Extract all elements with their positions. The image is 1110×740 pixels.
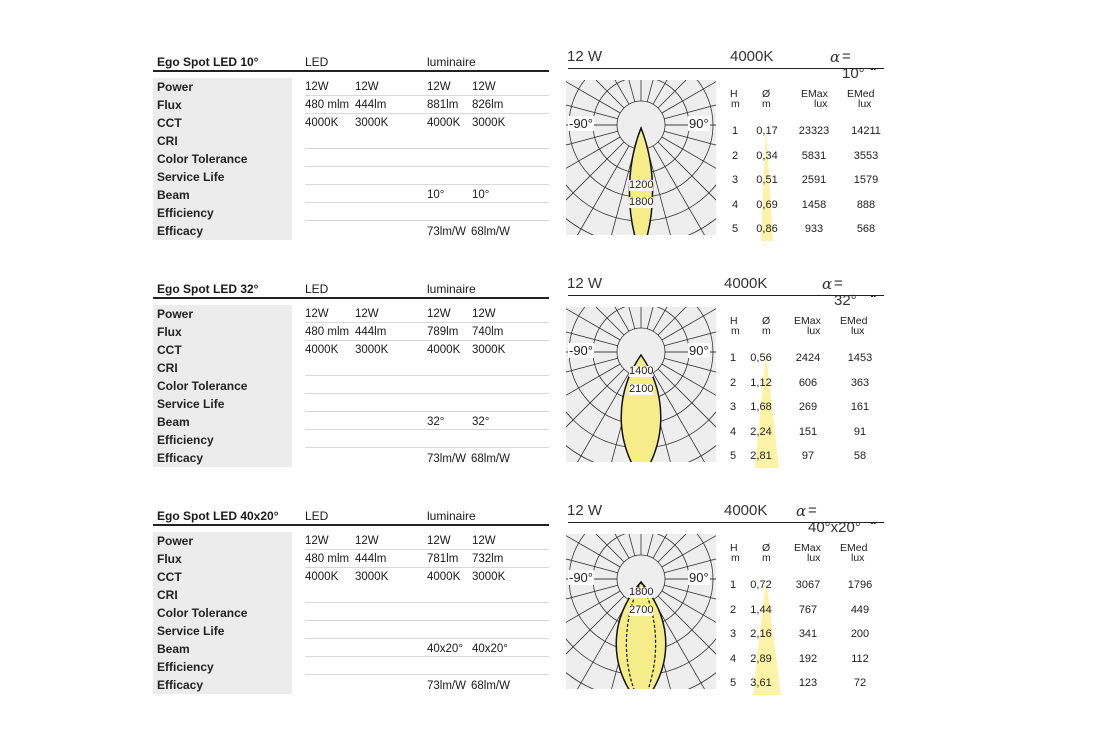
flux-value: 740lm	[472, 326, 504, 338]
row-separator	[305, 166, 549, 167]
row-separator	[305, 656, 549, 657]
candela-value: 1800	[629, 196, 654, 208]
efficacy-value: 68lm/W	[471, 453, 510, 465]
flux-value: 789lm	[427, 326, 459, 338]
row-emax: 3067	[795, 579, 821, 591]
spec-label: CRI	[153, 132, 292, 150]
row-separator	[305, 602, 549, 603]
row-emax: 123	[798, 677, 818, 690]
photometric-rule	[568, 295, 884, 296]
column-emed: EMed	[840, 542, 868, 554]
row-diameter: 0,86	[756, 223, 778, 236]
row-separator	[305, 220, 549, 221]
column-emax: EMax	[801, 88, 828, 100]
spec-label: Efficiency	[153, 431, 292, 449]
spec-label: Efficacy	[153, 449, 292, 467]
candela-value: 1400	[629, 365, 654, 377]
row-emed: 1579	[853, 174, 879, 187]
column-emax-unit: lux	[807, 552, 821, 564]
beam-angle-heading: = 10°	[842, 48, 865, 82]
column-emed-unit: lux	[851, 325, 865, 337]
column-diameter-unit: m	[762, 325, 771, 337]
illuminance-table	[724, 83, 894, 243]
row-emed: 3553	[853, 149, 879, 162]
beam-value: 40x20°	[472, 643, 508, 655]
power-value: 12W	[355, 535, 379, 547]
luminaire-column-header: luminaire	[427, 509, 476, 523]
photometric-rule	[568, 522, 884, 523]
power-value: 12W	[472, 308, 496, 320]
flux-value: 781lm	[427, 553, 459, 565]
row-diameter: 0,17	[756, 125, 778, 137]
row-separator	[305, 340, 549, 341]
row-height: 4	[729, 425, 737, 438]
row-height: 5	[731, 223, 739, 236]
cct-value: 4000K	[305, 117, 339, 129]
spec-label: CRI	[153, 586, 292, 604]
polar-plot	[566, 80, 716, 235]
beam-angle-heading: = 40°x20°	[808, 502, 861, 536]
photometric-header	[412, 502, 861, 536]
row-diameter: 3,61	[750, 677, 772, 690]
luminaire-column-header: luminaire	[427, 282, 476, 296]
row-diameter: 0,34	[756, 149, 778, 162]
rule-end-marker	[871, 295, 876, 299]
polar-left-label: -90°	[569, 343, 593, 358]
illuminance-table	[724, 310, 894, 470]
row-separator	[305, 95, 549, 96]
polar-diagram	[566, 307, 716, 462]
row-emed: 449	[850, 603, 870, 616]
row-emed: 14211	[851, 125, 881, 137]
row-emax: 341	[798, 628, 818, 641]
beam-value: 32°	[427, 416, 445, 428]
polar-diagram	[566, 534, 716, 689]
candela-value: 2700	[629, 604, 654, 616]
row-separator	[305, 322, 549, 323]
efficacy-value: 73lm/W	[427, 680, 466, 692]
cct-value: 4000K	[427, 571, 461, 583]
row-emed: 161	[850, 401, 870, 414]
power-value: 12W	[472, 81, 496, 93]
row-separator	[305, 549, 549, 550]
row-height: 2	[731, 149, 739, 162]
column-diameter-unit: m	[762, 552, 771, 564]
spec-label: Color Tolerance	[153, 150, 292, 168]
row-separator	[305, 202, 549, 203]
row-emed: 363	[850, 376, 870, 389]
flux-value: 444lm	[355, 99, 387, 111]
column-h: H	[730, 88, 738, 100]
luminaire-column-header: luminaire	[427, 55, 476, 69]
row-height: 1	[731, 125, 739, 137]
row-diameter: 0,56	[750, 352, 772, 364]
row-separator	[305, 567, 549, 568]
product-section	[0, 275, 1110, 502]
product-section	[0, 502, 1110, 729]
power-value: 12W	[427, 308, 451, 320]
power-heading: 12 W	[567, 48, 603, 65]
spec-label: Efficiency	[153, 658, 292, 676]
beam-angle-symbol: α	[796, 502, 807, 520]
spec-label: Power	[153, 305, 292, 323]
row-emed: 200	[850, 628, 870, 641]
row-diameter: 2,24	[750, 425, 772, 438]
row-separator	[305, 375, 549, 376]
cct-value: 3000K	[355, 117, 389, 129]
spec-label: Color Tolerance	[153, 377, 292, 395]
spec-label: Efficacy	[153, 222, 292, 240]
efficacy-value: 73lm/W	[427, 453, 466, 465]
beam-angle-symbol: α	[830, 48, 841, 66]
flux-value: 826lm	[472, 99, 504, 111]
cct-heading: 4000K	[724, 275, 768, 292]
row-separator	[305, 148, 549, 149]
beam-angle-symbol: α	[822, 275, 833, 293]
flux-value: 480 mlm	[305, 99, 350, 111]
spec-label: Power	[153, 78, 292, 96]
candela-value: 1200	[629, 179, 654, 191]
flux-value: 881lm	[427, 99, 459, 111]
spec-label: Flux	[153, 96, 292, 114]
row-emax: 192	[798, 652, 818, 665]
column-h-unit: m	[731, 552, 740, 564]
spec-label: Beam	[153, 640, 292, 658]
led-column-header: LED	[305, 282, 329, 296]
row-diameter: 1,68	[750, 401, 772, 414]
row-diameter: 2,81	[750, 450, 772, 463]
row-diameter: 0,72	[750, 579, 772, 591]
row-emed: 1453	[847, 352, 873, 364]
cct-value: 3000K	[355, 344, 389, 356]
row-diameter: 2,16	[750, 628, 772, 641]
flux-value: 732lm	[472, 553, 504, 565]
beam-value: 10°	[427, 189, 445, 201]
power-value: 12W	[472, 535, 496, 547]
column-h: H	[730, 542, 738, 554]
column-emed: EMed	[847, 88, 875, 100]
power-value: 12W	[427, 81, 451, 93]
row-emax: 2591	[801, 174, 827, 187]
row-diameter: 1,12	[750, 376, 772, 389]
power-heading: 12 W	[567, 502, 603, 519]
column-emed-unit: lux	[851, 552, 865, 564]
power-value: 12W	[355, 308, 379, 320]
row-diameter: 0,51	[756, 174, 778, 187]
row-separator	[305, 411, 549, 412]
column-emax: EMax	[794, 542, 821, 554]
polar-diagram	[566, 80, 716, 235]
spec-label: Beam	[153, 186, 292, 204]
beam-angle-heading: = 32°	[834, 275, 857, 309]
spec-label: Efficiency	[153, 204, 292, 222]
column-h: H	[730, 315, 738, 327]
photometric-rule	[568, 68, 884, 69]
column-emax-unit: lux	[814, 98, 828, 110]
spec-label: Efficacy	[153, 676, 292, 694]
column-emed-unit: lux	[858, 98, 872, 110]
polar-left-label: -90°	[569, 116, 593, 131]
photometric-header	[412, 48, 865, 82]
column-h-unit: m	[731, 98, 740, 110]
row-height: 2	[729, 603, 737, 616]
row-separator	[305, 393, 549, 394]
column-emed: EMed	[840, 315, 868, 327]
row-height: 1	[729, 579, 737, 591]
spec-label: CCT	[153, 114, 292, 132]
row-separator	[305, 674, 549, 675]
polar-left-label: -90°	[569, 570, 593, 585]
row-emed: 568	[856, 223, 876, 236]
flux-value: 480 mlm	[305, 553, 350, 565]
row-separator	[305, 447, 549, 448]
polar-right-label: 90°	[689, 343, 709, 358]
cct-value: 3000K	[472, 117, 506, 129]
flux-value: 444lm	[355, 553, 387, 565]
efficacy-value: 68lm/W	[471, 680, 510, 692]
row-emed: 91	[853, 425, 867, 438]
row-height: 3	[729, 628, 737, 641]
column-diameter: Ø	[762, 315, 771, 327]
row-height: 3	[731, 174, 739, 187]
beam-value: 10°	[472, 189, 490, 201]
row-emed: 58	[853, 450, 867, 463]
column-emax: EMax	[794, 315, 821, 327]
row-separator	[305, 113, 549, 114]
row-separator	[305, 638, 549, 639]
row-separator	[305, 429, 549, 430]
cct-value: 4000K	[305, 344, 339, 356]
flux-value: 444lm	[355, 326, 387, 338]
product-title: Ego Spot LED 40x20°	[157, 509, 279, 523]
power-heading: 12 W	[567, 275, 603, 292]
cct-heading: 4000K	[724, 502, 768, 519]
cct-heading: 4000K	[730, 48, 774, 65]
row-emax: 23323	[798, 125, 830, 137]
column-h-unit: m	[731, 325, 740, 337]
beam-value: 40x20°	[427, 643, 463, 655]
power-value: 12W	[305, 535, 329, 547]
column-emax-unit: lux	[807, 325, 821, 337]
row-emed: 112	[851, 652, 869, 665]
row-diameter: 2,89	[750, 652, 772, 665]
candela-value: 1800	[629, 586, 654, 598]
row-emax: 5831	[801, 149, 827, 162]
column-diameter-unit: m	[762, 98, 771, 110]
spec-label: Beam	[153, 413, 292, 431]
row-height: 4	[731, 198, 739, 211]
illuminance-table	[724, 537, 894, 697]
row-diameter: 1,44	[750, 603, 772, 616]
spec-label: CRI	[153, 359, 292, 377]
row-height: 3	[729, 401, 737, 414]
cct-value: 4000K	[305, 571, 339, 583]
spec-label: Service Life	[153, 622, 292, 640]
row-separator	[305, 184, 549, 185]
spec-label: Service Life	[153, 168, 292, 186]
led-column-header: LED	[305, 509, 329, 523]
row-emax: 933	[804, 223, 824, 236]
cct-value: 3000K	[355, 571, 389, 583]
row-emax: 606	[798, 376, 818, 389]
power-value: 12W	[355, 81, 379, 93]
row-emax: 97	[801, 450, 815, 463]
rule-end-marker	[871, 522, 876, 526]
spec-label: Flux	[153, 550, 292, 568]
spec-label: Power	[153, 532, 292, 550]
row-separator	[305, 620, 549, 621]
product-section	[0, 48, 1110, 275]
row-emax: 151	[798, 425, 818, 438]
candela-value: 2100	[629, 383, 654, 395]
led-column-header: LED	[305, 55, 329, 69]
column-diameter: Ø	[762, 88, 771, 100]
row-height: 1	[729, 352, 737, 364]
row-emax: 2424	[795, 352, 821, 364]
beam-value: 32°	[472, 416, 490, 428]
row-emax: 269	[798, 401, 818, 414]
product-title: Ego Spot LED 32°	[157, 282, 259, 296]
row-diameter: 0,69	[756, 198, 778, 211]
spec-label: CCT	[153, 341, 292, 359]
column-diameter: Ø	[762, 542, 771, 554]
rule-end-marker	[871, 68, 876, 72]
efficacy-value: 73lm/W	[427, 226, 466, 238]
polar-right-label: 90°	[689, 116, 709, 131]
power-value: 12W	[305, 81, 329, 93]
spec-label: Flux	[153, 323, 292, 341]
row-height: 4	[729, 652, 737, 665]
power-value: 12W	[427, 535, 451, 547]
spec-label: Color Tolerance	[153, 604, 292, 622]
cct-value: 3000K	[472, 571, 506, 583]
spec-label: CCT	[153, 568, 292, 586]
row-emax: 1458	[801, 198, 827, 211]
row-height: 5	[729, 677, 737, 690]
row-emed: 888	[856, 198, 876, 211]
row-height: 2	[729, 376, 737, 389]
product-title: Ego Spot LED 10°	[157, 55, 259, 69]
power-value: 12W	[305, 308, 329, 320]
row-emed: 1796	[847, 579, 873, 591]
photometric-header	[412, 275, 857, 309]
flux-value: 480 mlm	[305, 326, 350, 338]
efficacy-value: 68lm/W	[471, 226, 510, 238]
row-emax: 767	[798, 603, 818, 616]
cct-value: 3000K	[472, 344, 506, 356]
polar-right-label: 90°	[689, 570, 709, 585]
cct-value: 4000K	[427, 344, 461, 356]
row-emed: 72	[853, 677, 867, 690]
row-height: 5	[729, 450, 737, 463]
cct-value: 4000K	[427, 117, 461, 129]
spec-label: Service Life	[153, 395, 292, 413]
